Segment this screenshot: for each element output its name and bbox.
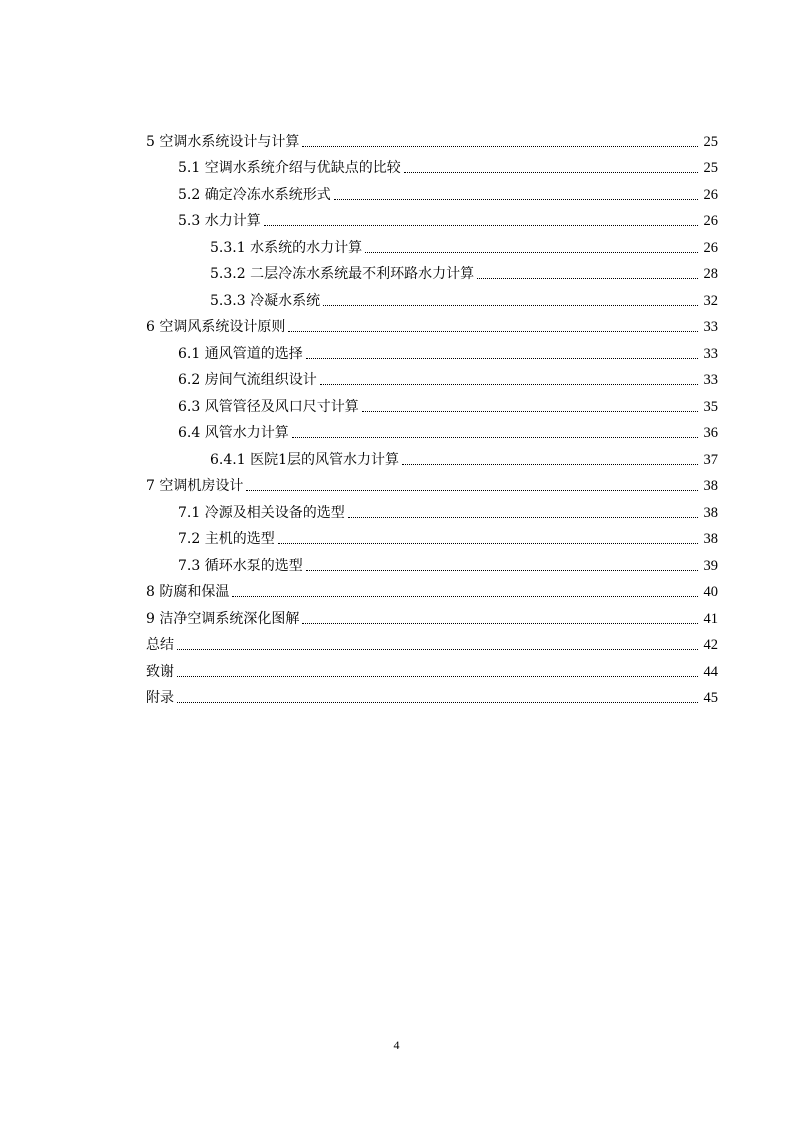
toc-entry-page: 25 bbox=[703, 160, 718, 176]
toc-entry-page: 44 bbox=[703, 663, 718, 680]
dot-leader bbox=[177, 702, 698, 703]
toc-entry-page: 32 bbox=[703, 292, 718, 309]
toc-entry-title: 6.4 风管水力计算 bbox=[178, 425, 289, 441]
toc-entry-title: 5 空调水系统设计与计算 bbox=[146, 133, 300, 150]
toc-entry-title: 5.2 确定冷冻水系统形式 bbox=[178, 186, 331, 203]
toc-entry-title: 致谢 bbox=[146, 663, 174, 680]
table-of-contents bbox=[146, 124, 718, 707]
dot-leader bbox=[323, 305, 698, 306]
toc-entry-title: 7.3 循环水泵的选型 bbox=[178, 557, 303, 574]
toc-entry-page: 33 bbox=[703, 345, 718, 362]
toc-entry-page: 40 bbox=[703, 584, 718, 600]
toc-entry-7-3[interactable] bbox=[146, 548, 718, 575]
toc-entry-title: 8 防腐和保温 bbox=[146, 584, 230, 600]
toc-entry-5-1[interactable] bbox=[146, 151, 718, 178]
toc-entry-title: 6.2 房间气流组织设计 bbox=[178, 372, 317, 388]
toc-entry-page: 42 bbox=[703, 637, 718, 653]
toc-entry-6-3[interactable] bbox=[146, 389, 718, 416]
toc-entry-title: 6 空调风系统设计原则 bbox=[146, 319, 286, 335]
dot-leader bbox=[246, 490, 698, 491]
toc-entry-title: 9 洁净空调系统深化图解 bbox=[146, 610, 300, 627]
dot-leader bbox=[278, 543, 698, 544]
toc-entry-6-4-1[interactable] bbox=[146, 442, 718, 469]
toc-entry-page: 26 bbox=[703, 239, 718, 256]
dot-leader bbox=[477, 278, 698, 279]
dot-leader bbox=[264, 225, 698, 226]
toc-entry-title: 5.3.2 二层冷冻水系统最不利环路水力计算 bbox=[210, 266, 475, 282]
dot-leader bbox=[348, 517, 698, 518]
dot-leader bbox=[306, 570, 698, 571]
toc-entry-summary[interactable] bbox=[146, 628, 718, 655]
toc-entry-page: 37 bbox=[703, 451, 718, 468]
toc-entry-page: 33 bbox=[703, 319, 718, 335]
dot-leader bbox=[302, 146, 698, 147]
toc-entry-7-2[interactable] bbox=[146, 522, 718, 549]
toc-entry-page: 36 bbox=[703, 425, 718, 441]
toc-entry-5-3-2[interactable] bbox=[146, 257, 718, 284]
toc-entry-page: 26 bbox=[703, 213, 718, 229]
toc-entry-5-3-3[interactable] bbox=[146, 283, 718, 310]
toc-entry-title: 5.3 水力计算 bbox=[178, 213, 261, 229]
toc-entry-title: 5.1 空调水系统介绍与优缺点的比较 bbox=[178, 160, 401, 176]
toc-entry-title: 7 空调机房设计 bbox=[146, 478, 244, 494]
toc-entry-page: 41 bbox=[703, 610, 718, 627]
dot-leader bbox=[292, 437, 698, 438]
toc-entry-acknowledgements[interactable] bbox=[146, 654, 718, 681]
toc-entry-page: 38 bbox=[703, 531, 718, 547]
toc-entry-7-1[interactable] bbox=[146, 495, 718, 522]
toc-entry-8[interactable] bbox=[146, 575, 718, 602]
toc-entry-page: 28 bbox=[703, 266, 718, 282]
dot-leader bbox=[404, 172, 698, 173]
toc-entry-title: 7.2 主机的选型 bbox=[178, 531, 275, 547]
toc-entry-title: 6.4.1 医院1层的风管水力计算 bbox=[210, 451, 399, 468]
toc-entry-5-2[interactable] bbox=[146, 177, 718, 204]
toc-entry-page: 33 bbox=[703, 372, 718, 388]
toc-entry-5-3-1[interactable] bbox=[146, 230, 718, 257]
toc-entry-7[interactable] bbox=[146, 469, 718, 496]
toc-entry-page: 26 bbox=[703, 186, 718, 203]
toc-entry-9[interactable] bbox=[146, 601, 718, 628]
dot-leader bbox=[320, 384, 698, 385]
toc-entry-page: 38 bbox=[703, 504, 718, 521]
page-number: 4 bbox=[393, 1038, 400, 1052]
toc-entry-6-4[interactable] bbox=[146, 416, 718, 443]
dot-leader bbox=[232, 596, 698, 597]
toc-entry-page: 38 bbox=[703, 478, 718, 494]
dot-leader bbox=[306, 358, 698, 359]
dot-leader bbox=[365, 252, 698, 253]
toc-entry-page: 35 bbox=[703, 398, 718, 415]
toc-entry-5-3[interactable] bbox=[146, 204, 718, 231]
toc-entry-page: 39 bbox=[703, 557, 718, 574]
toc-entry-title: 6.1 通风管道的选择 bbox=[178, 345, 303, 362]
dot-leader bbox=[334, 199, 698, 200]
toc-entry-page: 25 bbox=[703, 133, 718, 150]
toc-entry-6-1[interactable] bbox=[146, 336, 718, 363]
dot-leader bbox=[362, 411, 698, 412]
dot-leader bbox=[302, 623, 698, 624]
toc-entry-6[interactable] bbox=[146, 310, 718, 337]
toc-entry-page: 45 bbox=[703, 690, 718, 706]
dot-leader bbox=[402, 464, 698, 465]
toc-entry-6-2[interactable] bbox=[146, 363, 718, 390]
toc-entry-appendix[interactable] bbox=[146, 681, 718, 708]
toc-entry-title: 6.3 风管管径及风口尺寸计算 bbox=[178, 398, 359, 415]
toc-entry-title: 5.3.1 水系统的水力计算 bbox=[210, 239, 363, 256]
dot-leader bbox=[177, 649, 698, 650]
dot-leader bbox=[288, 331, 698, 332]
toc-entry-title: 总结 bbox=[146, 637, 174, 653]
toc-entry-title: 附录 bbox=[146, 690, 174, 706]
dot-leader bbox=[177, 676, 698, 677]
toc-entry-title: 7.1 冷源及相关设备的选型 bbox=[178, 504, 345, 521]
toc-entry-title: 5.3.3 冷凝水系统 bbox=[210, 292, 321, 309]
toc-entry-5[interactable] bbox=[146, 124, 718, 151]
